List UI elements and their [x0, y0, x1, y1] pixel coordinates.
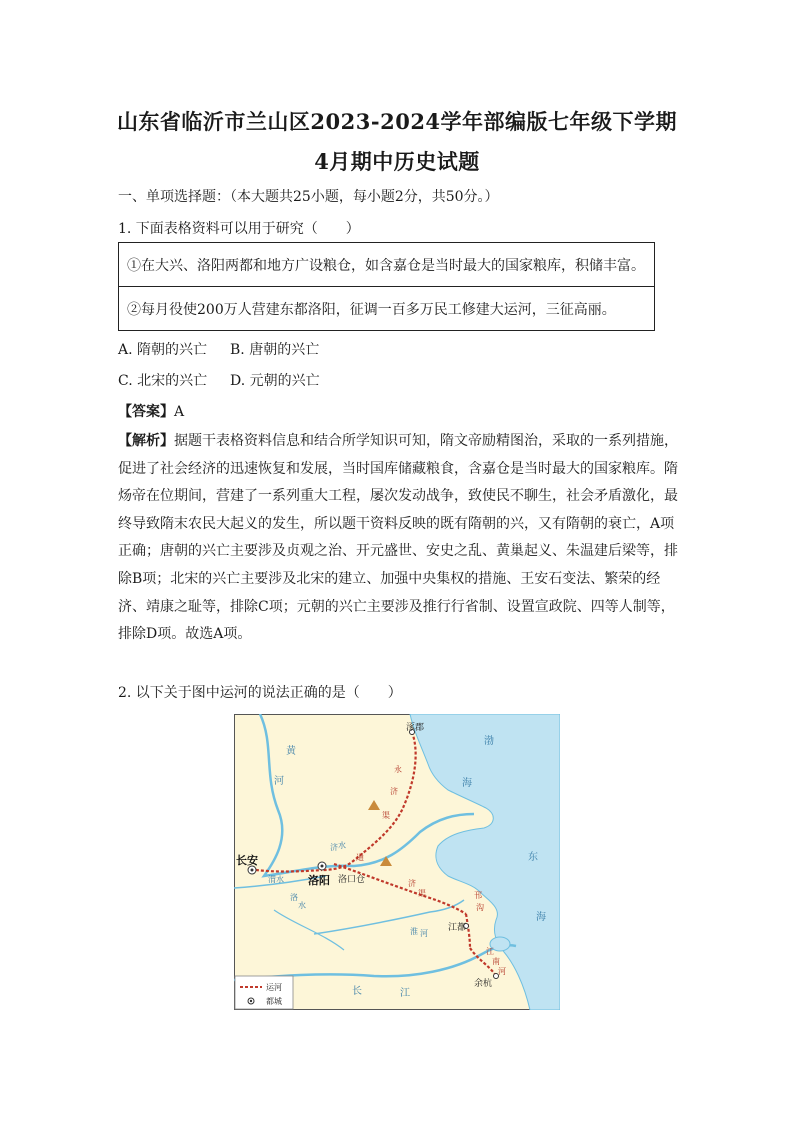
sea-label: 东 [528, 852, 538, 863]
sea-label: 海 [536, 912, 546, 923]
source-table [118, 242, 655, 331]
city-changan: 长安 [236, 854, 258, 867]
table-row [119, 287, 655, 331]
river-label: 江 [400, 988, 410, 999]
answer-label: 【答案】 [118, 404, 174, 420]
water-label: 渭 [268, 875, 276, 884]
water-label: 洛 [290, 893, 298, 902]
city-zhuojun: 涿郡 [406, 723, 425, 733]
grand-canal-map [234, 714, 560, 1010]
analysis-text: 据题干表格资料信息和结合所学知识可知，隋文帝励精图治，采取的一系列措施，促进了社会经济的迅速恢复和发展，当时国库储藏粮食，含嘉仓是当时最大的国家粮库。隋炀帝在位期间，营建了一系列重大工程，屡次发动战争，致使民不聊生，社会矛盾激化，最终导致隋末农民大起义的发生，所以题干资料反映的既有隋朝的兴，又有隋朝的衰亡，A项正确；唐朝的兴亡主要涉及贞观之治、开元盛世、安史之乱、黄巢起义、朱温建后梁等，排除B项；北宋的兴亡主要涉及北宋的建立、加强中央集权的措施、王安石变法、繁荣的经济、靖康之耻等，排除C项；元朝的兴亡主要涉及推行行省制、设置宣政院、四等人制等，排除D项。故选A项。 [118, 433, 678, 643]
legend-canal-label: 运河 [266, 983, 282, 992]
canal-label: 渠 [418, 889, 426, 898]
water-label: 水 [298, 901, 306, 910]
canal-label: 通 [356, 853, 364, 862]
city-luoyang: 洛阳 [308, 874, 330, 887]
option-c: C. 北宋的兴亡 [118, 373, 208, 389]
section-heading: 一、单项选择题：（本大题共25小题，每小题2分，共50分。） [118, 189, 499, 205]
canal-label: 永 [394, 765, 402, 774]
water-label: 济 [330, 843, 338, 852]
canal-label: 济 [408, 879, 416, 888]
table-cell: ①在大兴、洛阳两都和地方广设粮仓，如含嘉仓是当时最大的国家粮库，积储丰富。 [119, 243, 655, 287]
city-yuhang: 余杭 [474, 979, 493, 989]
canal-label: 南 [492, 957, 500, 966]
question-2-stem: 2. 以下关于图中运河的说法正确的是（ ） [118, 685, 402, 701]
option-d: D. 元朝的兴亡 [230, 373, 320, 389]
answer-value: A [174, 404, 185, 420]
analysis-label: 【解析】 [118, 433, 174, 449]
page-title-line1: 山东省临沂市兰山区2023-2024学年部编版七年级下学期 [116, 109, 678, 134]
page-title-line2: 4月期中历史试题 [314, 149, 480, 174]
map-svg [234, 714, 560, 1010]
sea-label: 海 [462, 778, 472, 789]
water-label: 水 [276, 875, 284, 884]
canal-label: 渠 [382, 811, 390, 820]
canal-label: 济 [390, 787, 398, 796]
river-label: 长 [352, 986, 362, 997]
analysis-paragraph [118, 428, 678, 649]
canal-label: 邗 [474, 891, 482, 900]
city-luokoucang: 洛口仓 [338, 875, 366, 885]
question-1-stem: 1. 下面表格资料可以用于研究（ ） [118, 221, 360, 237]
map-legend [235, 976, 293, 1009]
river-label: 河 [274, 776, 284, 787]
canal-label: 江 [486, 947, 494, 956]
sea-label: 渤 [484, 736, 494, 747]
city-jiangdu: 江都 [448, 923, 467, 933]
table-row [119, 243, 655, 287]
legend-capital-label: 都城 [266, 997, 282, 1006]
water-label: 淮 [410, 927, 418, 936]
option-a: A. 隋朝的兴亡 [118, 342, 208, 358]
table-cell: ②每月役使200万人营建东都洛阳，征调一百多万民工修建大运河，三征高丽。 [119, 287, 655, 331]
answer-line [118, 401, 184, 421]
water-label: 水 [338, 841, 346, 850]
option-b: B. 唐朝的兴亡 [230, 342, 320, 358]
canal-label: 沟 [476, 903, 484, 912]
water-label: 河 [420, 929, 428, 938]
river-label: 黄 [286, 746, 296, 757]
canal-label: 河 [498, 967, 506, 976]
